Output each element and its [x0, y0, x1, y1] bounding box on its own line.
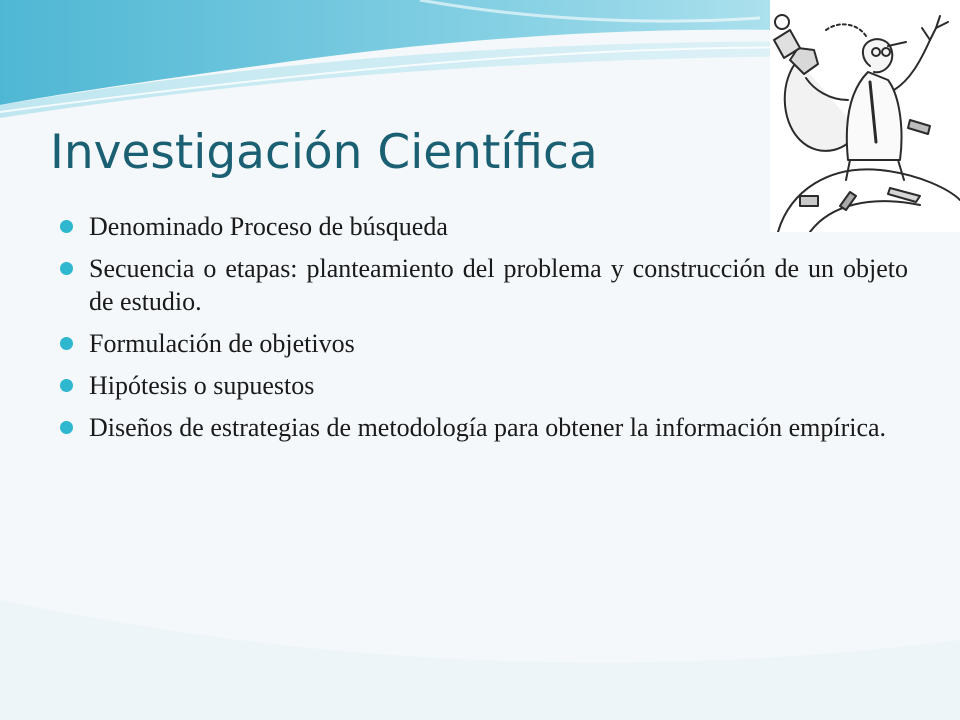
bullet-text: Formulación de objetivos: [89, 329, 355, 358]
slide-title: Investigación Científica: [50, 125, 598, 180]
scientist-cartoon-icon: [770, 0, 960, 232]
bullet-text: Hipótesis o supuestos: [89, 371, 315, 400]
bullet-text: Secuencia o etapas: planteamiento del problema y construcción de un objeto de estudio.: [89, 254, 908, 316]
bullet-text: Diseños de estrategias de metodología para obtener la información empírica.: [89, 413, 887, 442]
bullet-icon: [60, 337, 73, 350]
bullet-item: [60, 252, 908, 318]
bullet-icon: [60, 379, 73, 392]
bullet-item: [60, 210, 908, 243]
bullet-item: [60, 327, 908, 360]
bullet-item: [60, 411, 908, 444]
bullet-list: [60, 210, 908, 453]
scientist-illustration: [770, 0, 960, 232]
bullet-icon: [60, 220, 73, 233]
bullet-item: [60, 369, 908, 402]
bullet-icon: [60, 421, 73, 434]
bullet-text: Denominado Proceso de búsqueda: [89, 212, 448, 241]
bullet-icon: [60, 262, 73, 275]
